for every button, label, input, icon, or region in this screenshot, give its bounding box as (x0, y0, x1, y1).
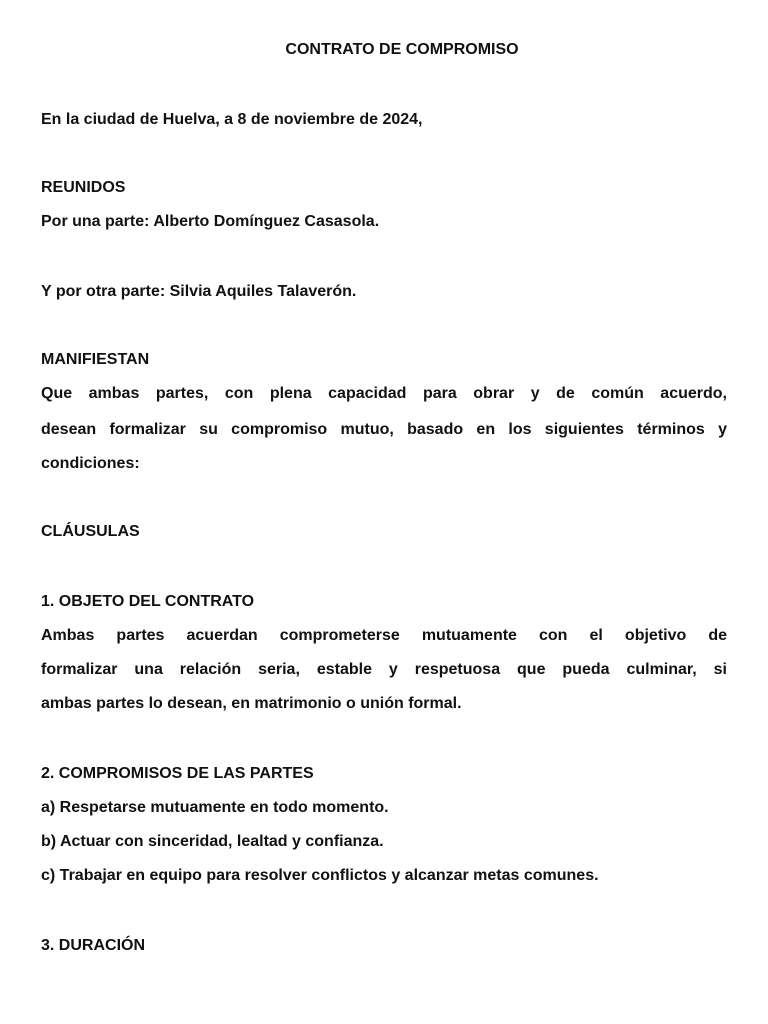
clause-3-heading: 3. DURACIÓN (41, 937, 146, 954)
reunidos-heading: REUNIDOS (41, 179, 126, 196)
clause-1-text-line: ambas partes lo desean, en matrimonio o unión formal. (41, 695, 462, 712)
manifiestan-heading: MANIFIESTAN (41, 351, 150, 368)
clause-1-text-line: Ambas partes acuerdan comprometerse mutuamente con el objetivo de (41, 627, 727, 644)
clausulas-heading: CLÁUSULAS (41, 523, 140, 540)
clause-2-item: b) Actuar con sinceridad, lealtad y confianza. (41, 833, 384, 850)
manifiestan-text-line: condiciones: (41, 455, 140, 472)
party-1-line: Por una parte: Alberto Domínguez Casasola. (41, 213, 380, 230)
clause-2-heading: 2. COMPROMISOS DE LAS PARTES (41, 765, 314, 782)
manifiestan-text-line: desean formalizar su compromiso mutuo, basado en los siguientes términos y (41, 421, 727, 438)
place-date-line: En la ciudad de Huelva, a 8 de noviembre de 2024, (41, 111, 423, 128)
clause-1-heading: 1. OBJETO DEL CONTRATO (41, 593, 255, 610)
manifiestan-text-line: Que ambas partes, con plena capacidad para obrar y de común acuerdo, (41, 385, 727, 402)
party-2-line: Y por otra parte: Silvia Aquiles Talaverón. (41, 283, 357, 300)
clause-1-text-line: formalizar una relación seria, estable y respetuosa que pueda culminar, si (41, 661, 727, 678)
clause-2-item: c) Trabajar en equipo para resolver conflictos y alcanzar metas comunes. (41, 867, 599, 884)
clause-2-item: a) Respetarse mutuamente en todo momento. (41, 799, 389, 816)
document-title: CONTRATO DE COMPROMISO (285, 41, 519, 58)
